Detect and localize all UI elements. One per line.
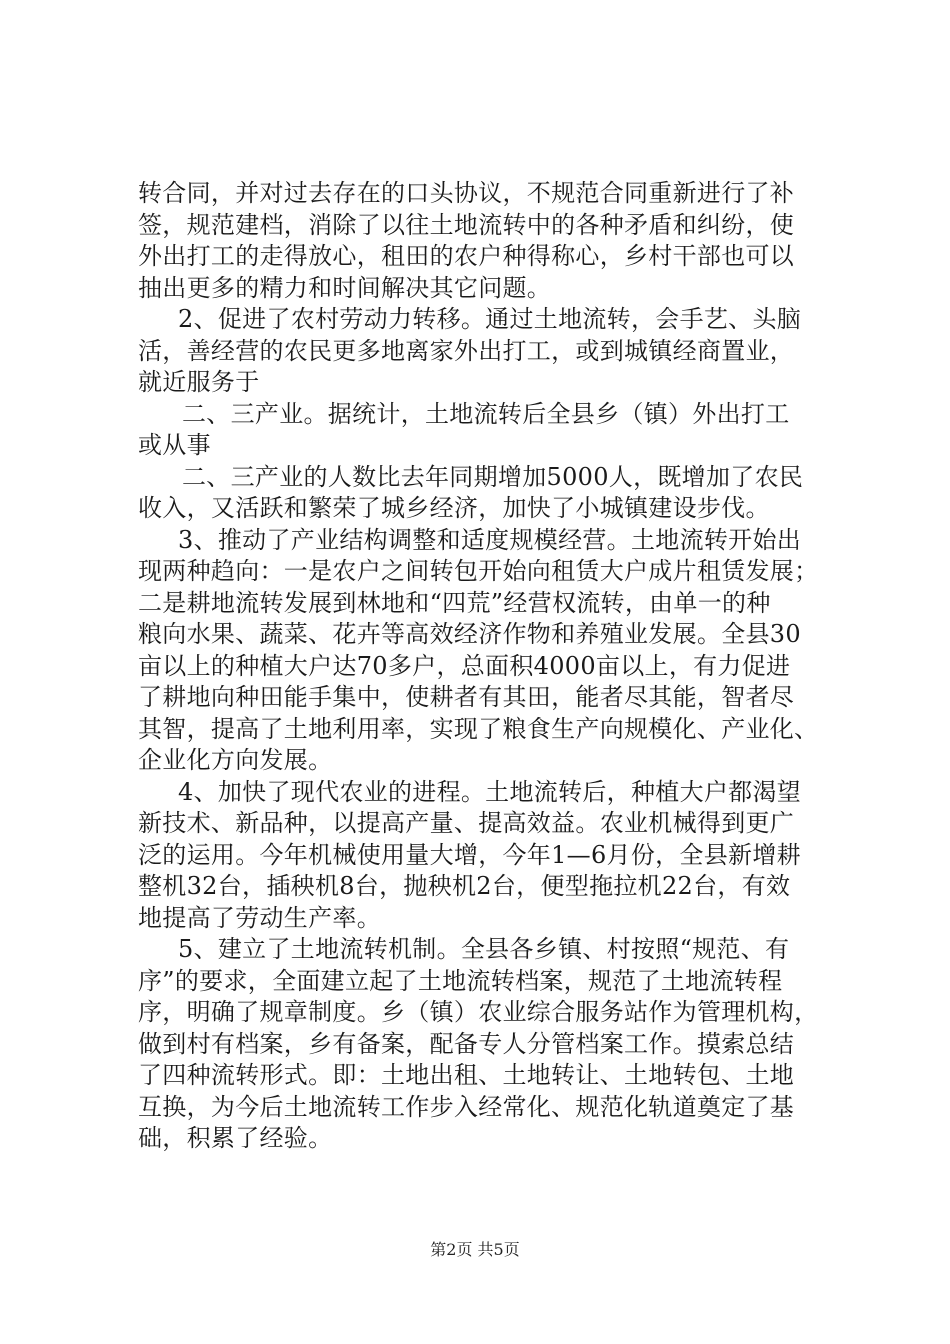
- text-line: 2、促进了农村劳动力转移。通过土地流转，会手艺、头脑: [178, 305, 802, 333]
- text-line: 3、推动了产业结构调整和适度规模经营。土地流转开始出: [178, 526, 802, 554]
- text-line: 二、三产业。据统计，土地流转后全县乡（镇）外出打工: [182, 400, 790, 428]
- text-line: 签，规范建档，消除了以往土地流转中的各种矛盾和纠纷，使: [138, 211, 795, 239]
- text-line: 序，明确了规章制度。乡（镇）农业综合服务站作为管理机构，: [138, 998, 819, 1026]
- text-line: 做到村有档案，乡有备案，配备专人分管档案工作。摸索总结: [138, 1030, 795, 1058]
- text-line: 泛的运用。今年机械使用量大增，今年1—6月份，全县新增耕: [138, 841, 801, 869]
- text-line: 了四种流转形式。即：土地出租、土地转让、土地转包、土地: [138, 1061, 795, 1089]
- text-line: 转合同，并对过去存在的口头协议，不规范合同重新进行了补: [138, 179, 795, 207]
- text-line: 活，善经营的农民更多地离家外出打工，或到城镇经商置业，: [138, 337, 795, 365]
- text-line: 二是耕地流转发展到林地和“四荒”经营权流转，由单一的种: [138, 589, 771, 617]
- text-line: 了耕地向种田能手集中，使耕者有其田，能者尽其能，智者尽: [138, 683, 795, 711]
- text-line: 现两种趋向：一是农户之间转包开始向租赁大户成片租赁发展；: [138, 557, 819, 585]
- text-line: 粮向水果、蔬菜、花卉等高效经济作物和养殖业发展。全县30: [138, 620, 801, 648]
- text-line: 外出打工的走得放心，租田的农户种得称心，乡村干部也可以: [138, 242, 795, 270]
- text-line: 地提高了劳动生产率。: [138, 904, 381, 932]
- text-line: 收入，又活跃和繁荣了城乡经济，加快了小城镇建设步伐。: [138, 494, 770, 522]
- text-line: 5、建立了土地流转机制。全县各乡镇、村按照“规范、有: [178, 935, 790, 963]
- text-line: 抽出更多的精力和时间解决其它问题。: [138, 274, 552, 302]
- text-line: 二、三产业的人数比去年同期增加5000人，既增加了农民: [182, 463, 804, 491]
- text-line: 或从事: [138, 431, 211, 459]
- text-line: 础，积累了经验。: [138, 1124, 333, 1152]
- text-line: 就近服务于: [138, 368, 260, 396]
- text-line: 新技术、新品种，以提高产量、提高效益。农业机械得到更广: [138, 809, 795, 837]
- text-line: 亩以上的种植大户达70多户，总面积4000亩以上，有力促进: [138, 652, 791, 680]
- text-line: 互换，为今后土地流转工作步入经常化、规范化轨道奠定了基: [138, 1093, 795, 1121]
- text-line: 企业化方向发展。: [138, 746, 333, 774]
- page-footer: 第2页 共5页: [430, 1240, 520, 1259]
- text-line: 序”的要求，全面建立起了土地流转档案，规范了土地流转程: [138, 967, 783, 995]
- text-line: 其智，提高了土地利用率，实现了粮食生产向规模化、产业化、: [138, 715, 819, 743]
- text-line: 4、加快了现代农业的进程。土地流转后，种植大户都渴望: [178, 778, 802, 806]
- text-line: 整机32台，插秧机8台，抛秧机2台，便型拖拉机22台，有效: [138, 872, 791, 900]
